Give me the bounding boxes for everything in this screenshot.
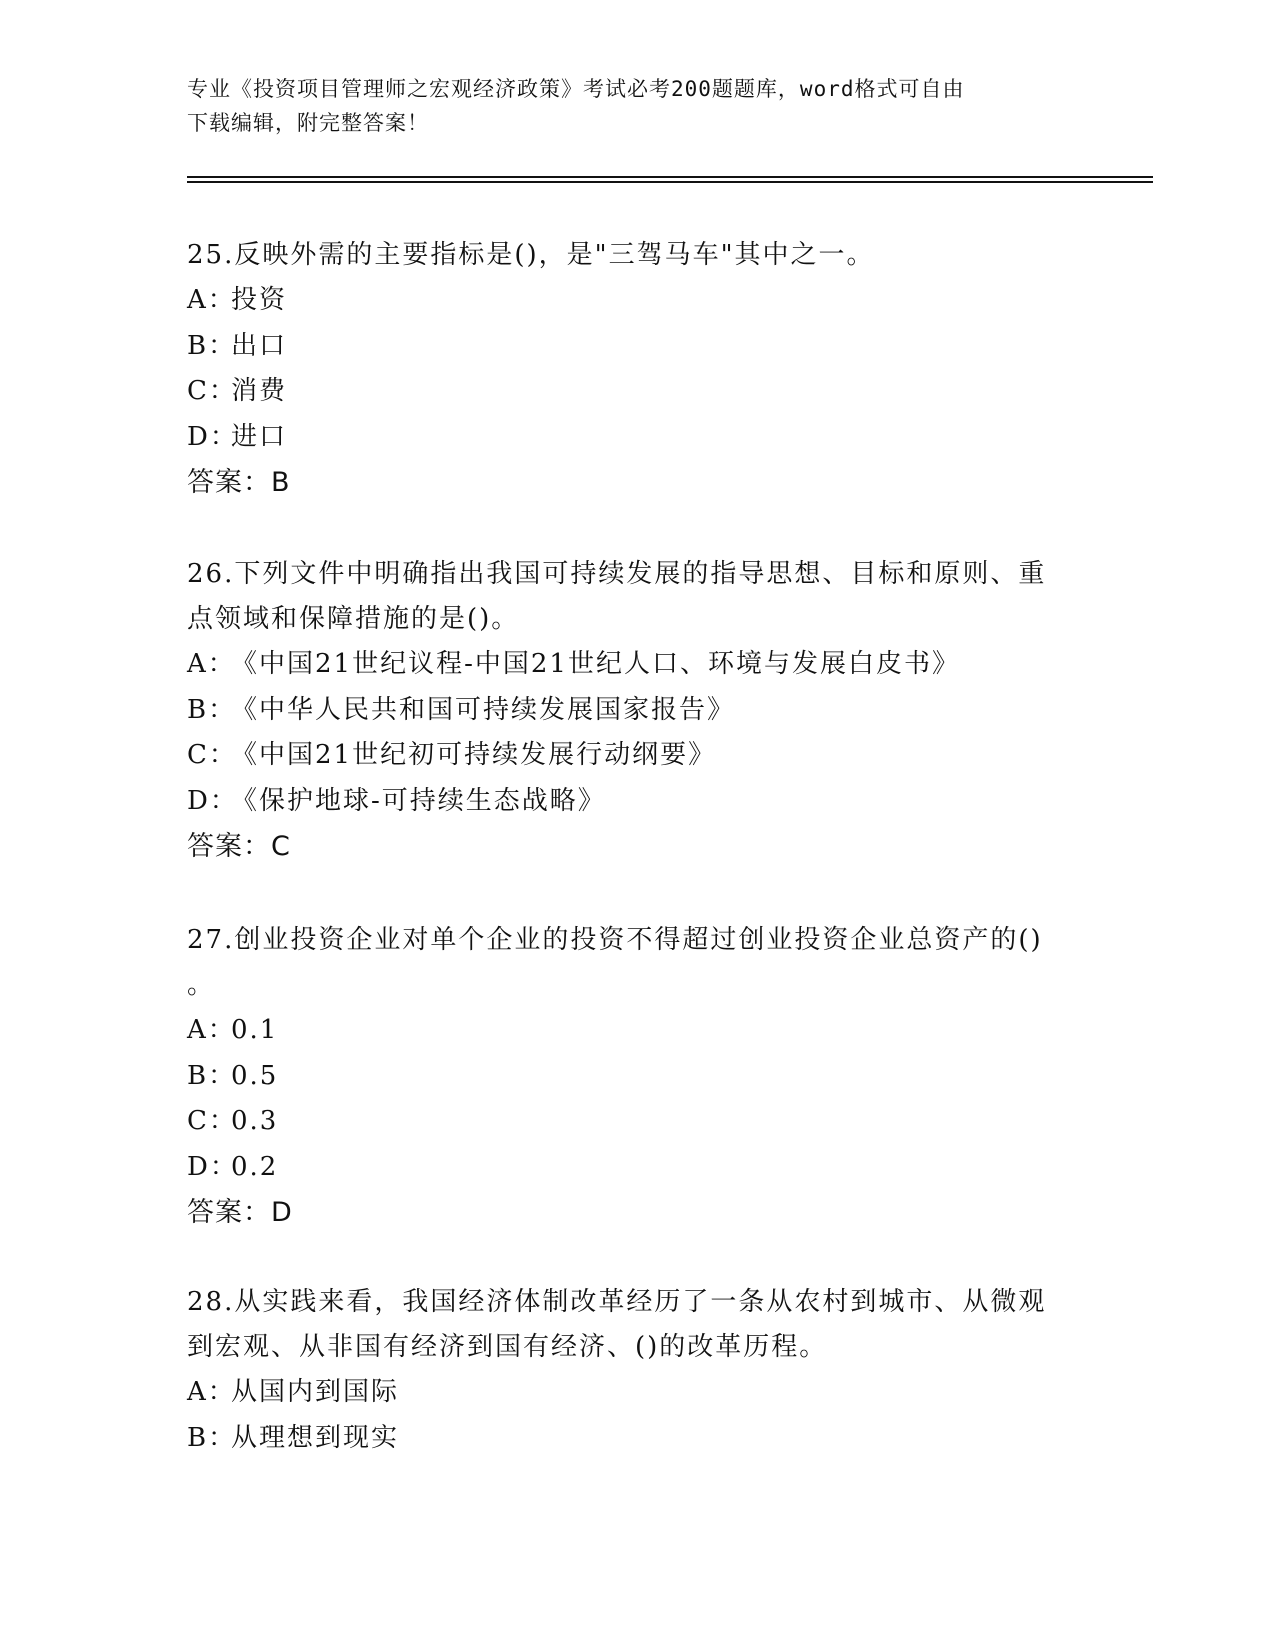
option-text: 《中国21世纪初可持续发展行动纲要》 bbox=[231, 740, 717, 770]
option-b bbox=[187, 1054, 1087, 1100]
answer: 答案：B bbox=[187, 467, 291, 498]
answer: 答案：C bbox=[187, 831, 291, 862]
question-stem-line-1: 27.创业投资企业对单个企业的投资不得超过创业投资企业总资产的() bbox=[187, 925, 1043, 955]
question-stem-line-2: 。 bbox=[187, 970, 216, 1000]
option-b bbox=[187, 688, 1087, 734]
option-text: 《保护地球-可持续生态战略》 bbox=[231, 785, 606, 816]
option-text: 0.5 bbox=[231, 1060, 279, 1091]
option-text: 《中华人民共和国可持续发展国家报告》 bbox=[231, 694, 736, 725]
option-letter: B： bbox=[187, 694, 237, 725]
option-letter: A： bbox=[187, 1377, 236, 1407]
option-text: 《中国21世纪议程-中国21世纪人口、环境与发展白皮书》 bbox=[231, 649, 960, 679]
header-line-1: 专业《投资项目管理师之宏观经济政策》考试必考200题题库，word格式可自由 bbox=[187, 77, 965, 101]
option-a bbox=[187, 1008, 1087, 1054]
option-text: 进口 bbox=[231, 421, 288, 452]
question-stem-line-2: 点领域和保障措施的是()。 bbox=[187, 604, 520, 634]
option-letter: B： bbox=[187, 330, 237, 361]
option-a bbox=[187, 278, 1087, 324]
option-text: 出口 bbox=[231, 330, 288, 361]
question-26 bbox=[187, 552, 1087, 869]
option-d bbox=[187, 779, 1087, 825]
option-b bbox=[187, 324, 1087, 370]
question-stem-line-1: 26.下列文件中明确指出我国可持续发展的指导思想、目标和原则、重 bbox=[187, 559, 1047, 589]
option-c bbox=[187, 1099, 1087, 1145]
option-text: 投资 bbox=[231, 285, 288, 315]
option-letter: B： bbox=[187, 1422, 237, 1453]
option-text: 从理想到现实 bbox=[231, 1422, 400, 1453]
option-text: 0.3 bbox=[231, 1106, 279, 1136]
option-letter: D： bbox=[187, 785, 238, 816]
question-stem: 25.反映外需的主要指标是()，是"三驾马车"其中之一。 bbox=[187, 240, 875, 270]
answer: 答案：D bbox=[187, 1197, 293, 1228]
option-letter: D： bbox=[187, 1151, 238, 1182]
header-line-2: 下载编辑，附完整答案！ bbox=[187, 111, 429, 135]
option-c bbox=[187, 369, 1087, 415]
option-d bbox=[187, 415, 1087, 461]
option-d bbox=[187, 1145, 1087, 1191]
option-letter: C： bbox=[187, 740, 237, 770]
option-text: 消费 bbox=[231, 376, 288, 406]
option-a bbox=[187, 642, 1087, 688]
question-stem-line-2: 到宏观、从非国有经济到国有经济、()的改革历程。 bbox=[187, 1332, 828, 1362]
header-divider-bottom bbox=[187, 181, 1153, 183]
option-b bbox=[187, 1416, 1087, 1462]
option-letter: A： bbox=[187, 1015, 236, 1045]
option-letter: B： bbox=[187, 1060, 237, 1091]
option-letter: A： bbox=[187, 649, 236, 679]
option-text: 从国内到国际 bbox=[231, 1377, 400, 1407]
option-letter: C： bbox=[187, 1106, 237, 1136]
option-text: 0.2 bbox=[231, 1151, 279, 1182]
option-letter: A： bbox=[187, 285, 236, 315]
question-25 bbox=[187, 233, 1087, 505]
option-letter: C： bbox=[187, 376, 237, 406]
question-stem-line-1: 28.从实践来看，我国经济体制改革经历了一条从农村到城市、从微观 bbox=[187, 1287, 1047, 1317]
question-27 bbox=[187, 918, 1087, 1235]
question-28 bbox=[187, 1280, 1087, 1461]
option-letter: D： bbox=[187, 421, 238, 452]
option-a bbox=[187, 1370, 1087, 1416]
option-c bbox=[187, 733, 1087, 779]
option-text: 0.1 bbox=[231, 1015, 279, 1045]
document-header bbox=[187, 72, 1067, 140]
header-divider-top bbox=[187, 176, 1153, 178]
